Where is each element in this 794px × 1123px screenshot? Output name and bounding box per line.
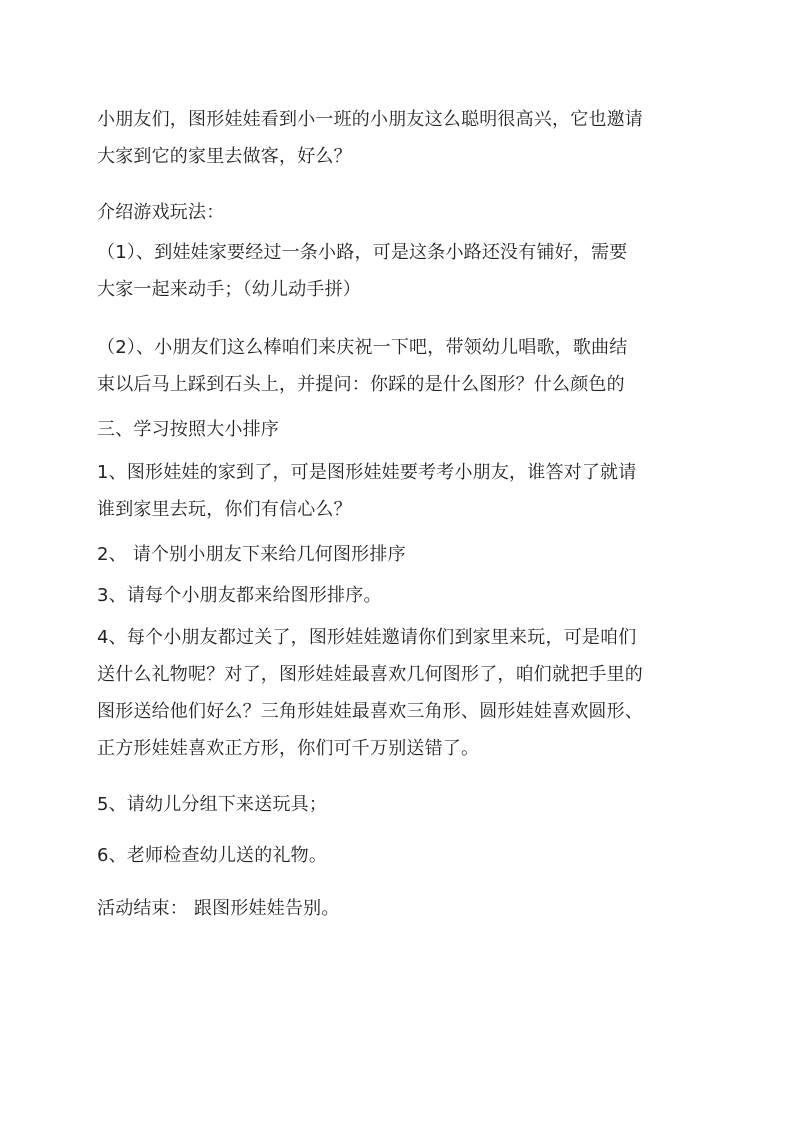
paragraph-invitation [97, 101, 703, 175]
text-line: （2）、小朋友们这么棒咱们来庆祝一下吧，带领幼儿唱歌，歌曲结 [97, 337, 628, 358]
text-line: 6、老师检查幼儿送的礼物。 [97, 845, 328, 866]
text-line: 2、 请个别小朋友下来给几何图形排序 [97, 544, 406, 565]
text-line: 小朋友们，图形娃娃看到小一班的小朋友这么聪明很高兴，它也邀请 [97, 109, 643, 130]
paragraph-step-1 [97, 234, 703, 308]
text-line: 送什么礼物呢？对了，图形娃娃最喜欢几何图形了，咱们就把手里的 [97, 664, 643, 685]
text-line: （1）、到娃娃家要经过一条小路，可是这条小路还没有铺好，需要 [97, 242, 628, 263]
text-line: 1、图形娃娃的家到了，可是图形娃娃要考考小朋友，谁答对了就请 [97, 462, 637, 483]
paragraph-item-5 [97, 786, 703, 823]
paragraph-item-2 [97, 536, 703, 573]
text-line: 3、请每个小朋友都来给图形排序。 [97, 585, 382, 606]
paragraph-item-4 [97, 619, 703, 767]
paragraph-game-intro [97, 194, 703, 231]
text-line: 图形送给他们好么？三角形娃娃最喜欢三角形、圆形娃娃喜欢圆形、 [97, 701, 643, 722]
text-line: 介绍游戏玩法： [97, 202, 225, 223]
paragraph-step-2 [97, 329, 703, 403]
text-line: 大家一起来动手；（幼儿动手拼） [97, 279, 361, 300]
text-line: 活动结束： 跟图形娃娃告别。 [97, 898, 340, 919]
paragraph-activity-end [97, 890, 703, 927]
text-line: 束以后马上踩到石头上，并提问：你踩的是什么图形？什么颜色的 [97, 374, 625, 395]
paragraph-item-3 [97, 577, 703, 614]
section-heading-sorting [97, 411, 703, 448]
text-line: 4、每个小朋友都过关了，图形娃娃邀请你们到家里来玩，可是咱们 [97, 627, 637, 648]
paragraph-item-6 [97, 837, 703, 874]
text-line: 谁到家里去玩，你们有信心么？ [97, 499, 352, 520]
paragraph-item-1 [97, 454, 703, 528]
text-line: 正方形娃娃喜欢正方形，你们可千万别送错了。 [97, 738, 480, 759]
text-line: 三、学习按照大小排序 [97, 419, 279, 440]
text-line: 大家到它的家里去做客，好么？ [97, 146, 352, 167]
text-line: 5、请幼儿分组下来送玩具； [97, 794, 328, 815]
